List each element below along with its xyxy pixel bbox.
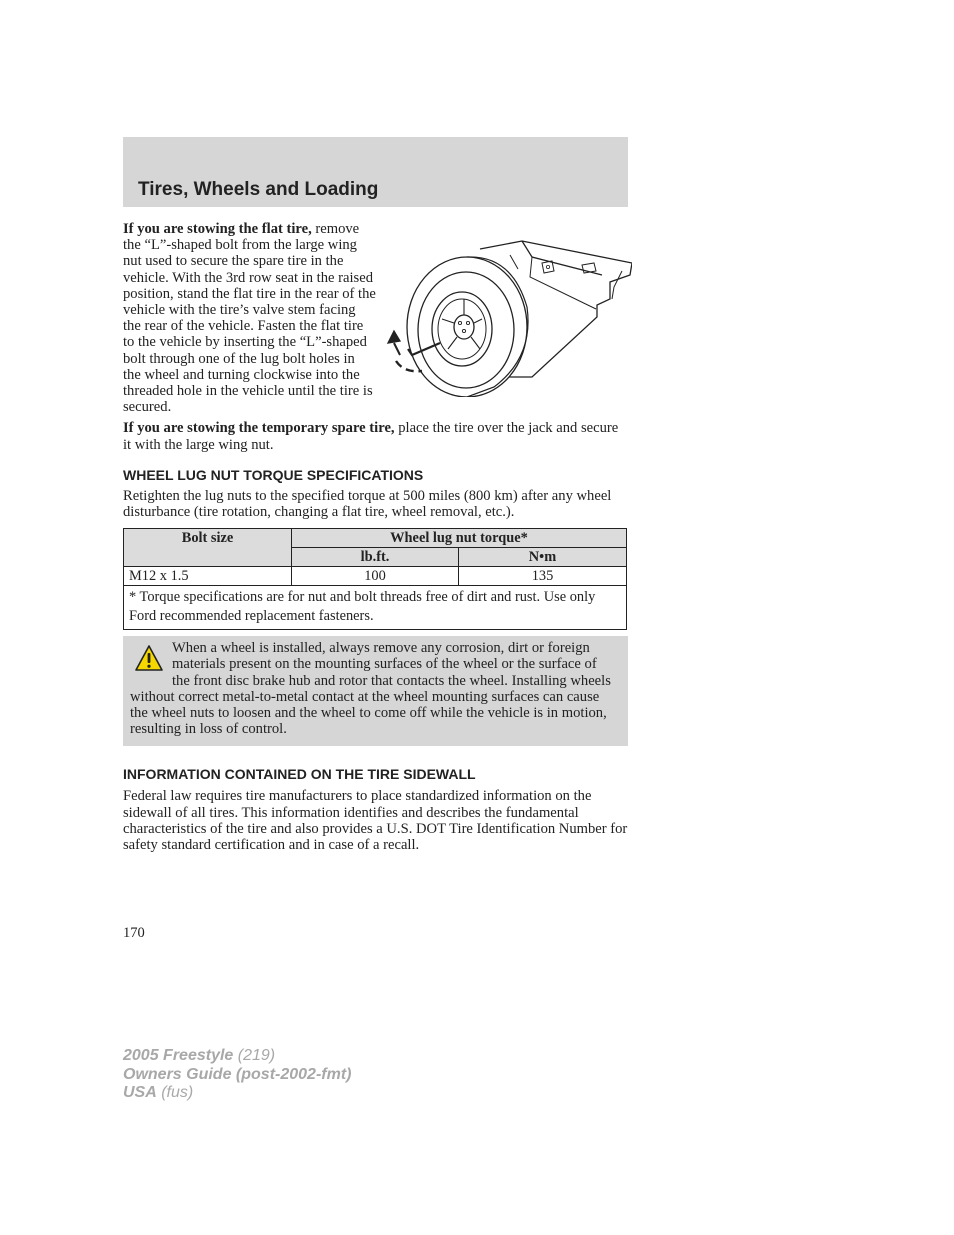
sidewall-paragraph: Federal law requires tire manufacturers to place standardized information on the sidewall of all tires. This information identifies and describes the fundamental characteristics of the tire and also provides a U.S. DOT Tire Identification Number for safety standard certification and in case of a recall.: [123, 788, 628, 854]
spare-tire-stowing-illustration: [382, 227, 632, 397]
table-row: [124, 567, 627, 586]
document-footer: [123, 1047, 351, 1103]
footer-guide: Owners Guide (post-2002-fmt): [123, 1065, 352, 1083]
stow-flat-text: remove the “L”-shaped bolt from the large wing nut used to secure the spare tire in the vehicle. With the 3rd row seat in the raised position, stand the flat tire in the rear of the vehicle with the tire’s valve stem facing the rear of the vehicle. Fasten the flat tire to the vehicle by inserting the “L”-shaped bolt through one of the lug bolt holes in the wheel and turning clockwise into the threaded hole in the vehicle until the tire is secured.: [123, 221, 376, 416]
sidewall-section-heading: INFORMATION CONTAINED ON THE TIRE SIDEWALL: [123, 766, 476, 783]
section-title: Tires, Wheels and Loading: [138, 179, 379, 200]
stow-spare-lead: If you are stowing the temporary spare tire,: [123, 420, 395, 437]
table-footnote: * Torque specifications are for nut and bolt threads free of dirt and rust. Use only Ford recommended replacement fasteners.: [124, 586, 627, 630]
stow-flat-lead: If you are stowing the flat tire,: [123, 221, 312, 237]
footer-market: USA: [123, 1084, 157, 1101]
bolt-size-cell: M12 x 1.5: [124, 567, 292, 586]
section-header-band: [123, 137, 628, 207]
stow-spare-text: place the tire over the jack and secure it with the large wing nut.: [123, 420, 619, 453]
footer-market-code: (fus): [156, 1084, 194, 1101]
table-header-row: [124, 529, 627, 548]
torque-intro-paragraph: Retighten the lug nuts to the specified torque at 500 miles (800 km) after any wheel disturbance (tire rotation, changing a flat tire, wheel removal, etc.).: [123, 487, 612, 521]
page-content: [123, 221, 628, 853]
stow-spare-paragraph: [123, 420, 628, 452]
unit-nm-header: N•m: [459, 548, 627, 567]
page-number: 170: [123, 925, 145, 941]
warning-box: [123, 636, 628, 746]
warning-triangle-icon: [134, 643, 164, 673]
torque-spec-table: [123, 528, 627, 630]
warning-text: When a wheel is installed, always remove any corrosion, dirt or foreign materials present on the mounting surfaces of the wheel or the surface of the front disc brake hub and rotor that contacts the wheel. Installing wheels without correct metal-to-metal contact at the wheel mounting surfaces can cause the wheel nuts to loosen and the wheel to come off while the vehicle is in motion, resulting in loss of control.: [130, 640, 611, 738]
unit-lbft-header: lb.ft.: [292, 548, 459, 567]
footer-model: 2005 Freestyle: [123, 1047, 234, 1064]
bolt-size-header: Bolt size: [124, 529, 292, 567]
footer-model-code: (219): [233, 1047, 276, 1064]
stow-flat-paragraph: [123, 221, 628, 415]
table-footnote-row: [124, 586, 627, 630]
torque-lbft-cell: 100: [292, 567, 459, 586]
torque-nm-cell: 135: [459, 567, 627, 586]
torque-section-heading: WHEEL LUG NUT TORQUE SPECIFICATIONS: [123, 466, 424, 483]
torque-header: Wheel lug nut torque*: [292, 529, 627, 548]
